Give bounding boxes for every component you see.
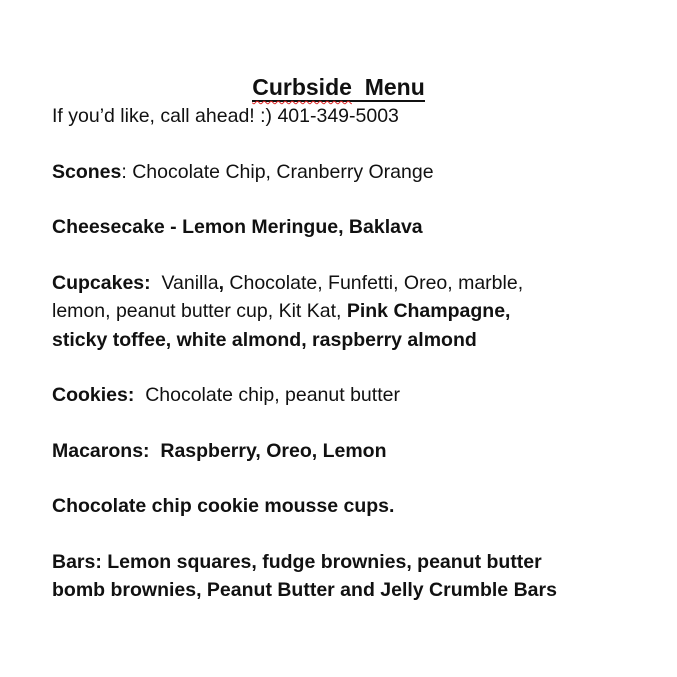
spacer — [52, 354, 642, 381]
cookies-items: Chocolate chip, peanut butter — [134, 384, 400, 406]
menu-body — [52, 102, 642, 605]
spacer — [52, 521, 642, 548]
title-word-menu: Menu — [364, 74, 425, 100]
cookies-label: Cookies: — [52, 384, 135, 406]
spacer — [52, 131, 642, 158]
scones-label: Scones — [52, 160, 122, 183]
spacer — [52, 410, 642, 437]
title-underline — [252, 74, 425, 102]
macarons-line: Macarons: Raspberry, Oreo, Lemon — [52, 439, 387, 462]
cookies-line — [52, 381, 642, 410]
spacer — [52, 186, 642, 213]
cupcakes-text-d: Pink Champagne, — [346, 300, 511, 322]
cupcakes-text-b: Chocolate, Funfetti, Oreo, marble, — [223, 271, 524, 294]
cupcakes-label: Cupcakes: — [52, 271, 151, 294]
cupcakes-text-c: lemon, peanut butter cup, Kit Kat, — [52, 300, 347, 322]
cheesecake-line: Cheesecake - Lemon Meringue, Baklava — [52, 216, 423, 238]
bars-line-2: bomb brownies, Peanut Butter and Jelly Crumble Bars — [52, 579, 557, 601]
cupcakes-comma: , — [218, 271, 224, 294]
bars-line-1: Bars: Lemon squares, fudge brownies, peanut butter — [52, 550, 542, 573]
cupcakes-text-a: Vanilla — [150, 271, 219, 294]
page-title — [0, 72, 677, 102]
scones-separator: : — [121, 160, 133, 183]
cupcakes-line-2 — [52, 297, 642, 326]
spacer — [52, 465, 642, 492]
cupcakes-line-1 — [52, 269, 642, 298]
cupcakes-line-3: sticky toffee, white almond, raspberry almond — [52, 328, 477, 351]
scones-line — [52, 158, 642, 187]
intro-line: If you’d like, call ahead! :) 401-349-5003 — [52, 105, 399, 127]
title-word-curbside: Curbside — [252, 74, 352, 100]
spacer — [52, 242, 642, 269]
mousse-line: Chocolate chip cookie mousse cups. — [52, 495, 395, 517]
scones-items: Chocolate Chip, Cranberry Orange — [132, 160, 434, 183]
